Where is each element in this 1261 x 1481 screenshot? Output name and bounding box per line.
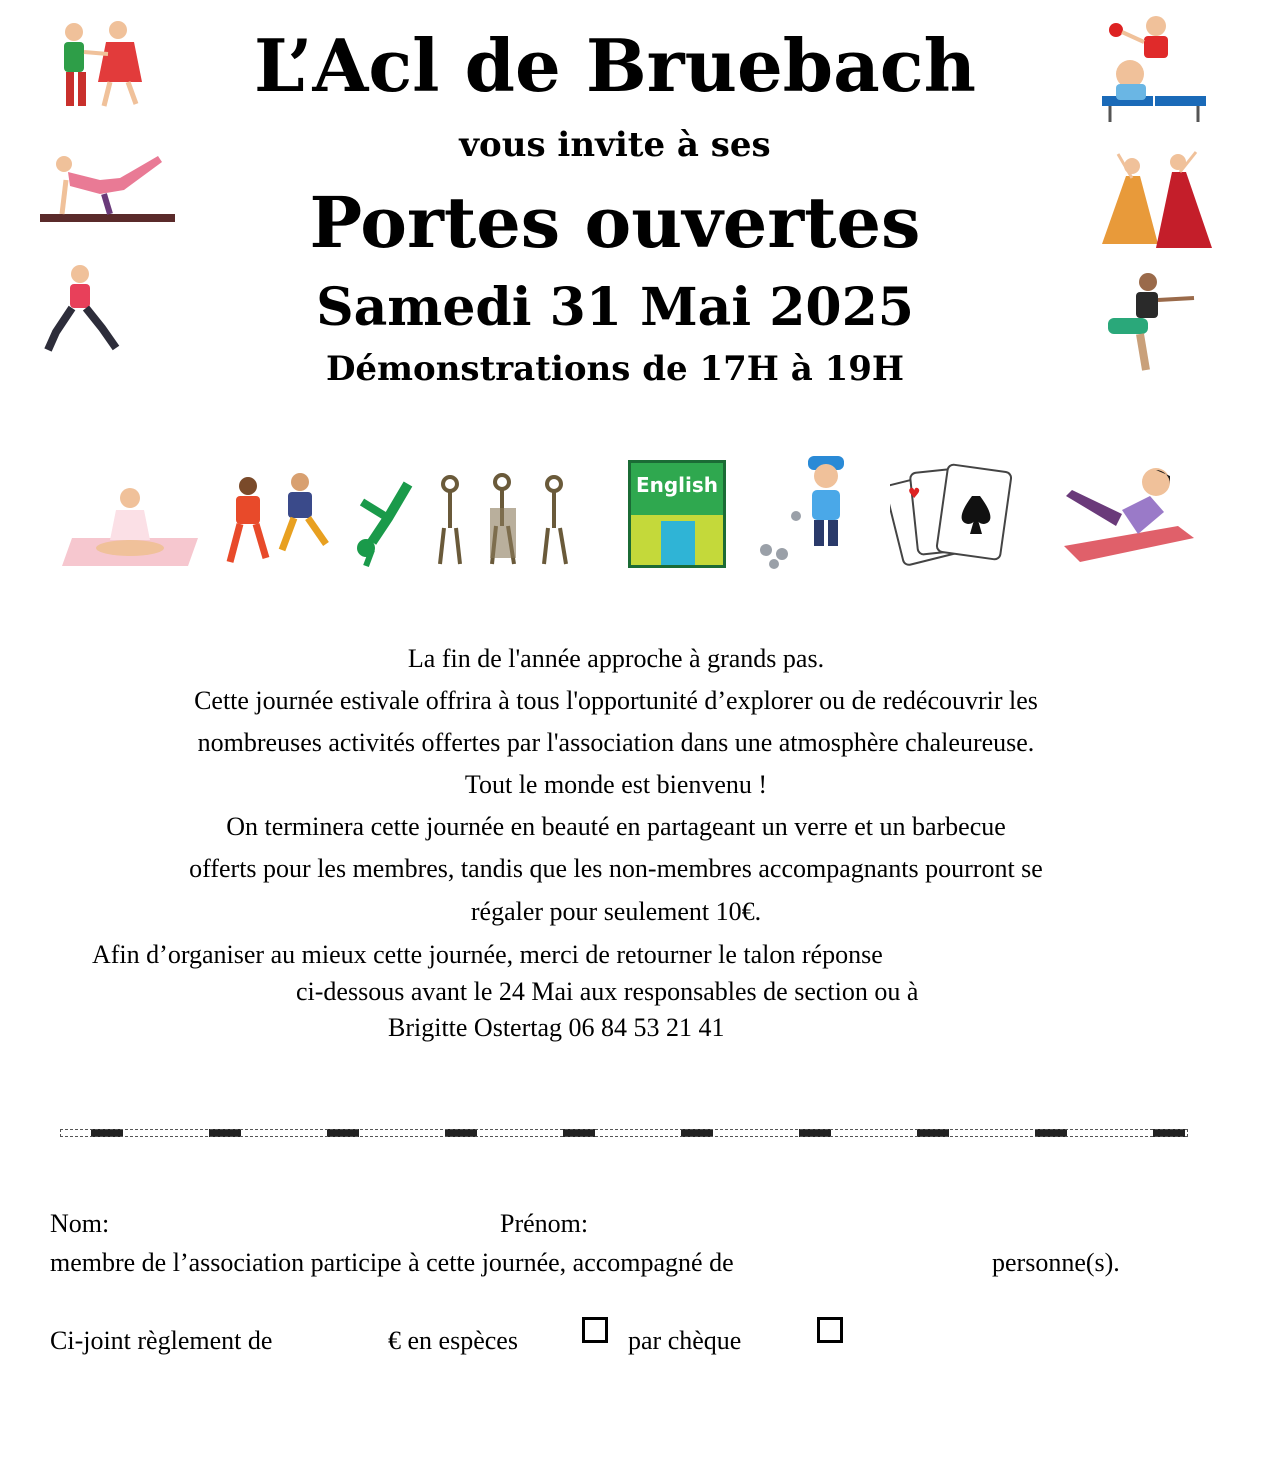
body-line-1: La fin de l'année approche à grands pas. bbox=[407, 644, 825, 673]
prenom-label: Prénom: bbox=[500, 1209, 589, 1238]
flamenco-dancers-icon bbox=[1092, 148, 1216, 256]
body-line-7: régaler pour seulement 10€. bbox=[470, 897, 762, 926]
squat-exercise-icon bbox=[1100, 270, 1198, 378]
contact-line: Brigitte Ostertag 06 84 53 21 41 bbox=[388, 1013, 725, 1042]
line-dancers-icon bbox=[430, 468, 582, 572]
breakdance-icon bbox=[348, 478, 414, 570]
nom-label: Nom: bbox=[50, 1209, 110, 1238]
cheque-label: par chèque bbox=[628, 1326, 742, 1355]
event-name: Portes ouvertes bbox=[309, 181, 921, 264]
cheque-checkbox[interactable] bbox=[817, 1317, 843, 1343]
body-line-6: offerts pour les membres, tandis que les non-membres accompagnants pourront se bbox=[189, 854, 1043, 883]
english-sign-text: English bbox=[635, 473, 719, 497]
body-line-3: nombreuses activités offertes par l'association dans une atmosphère chaleureuse. bbox=[197, 728, 1035, 757]
event-date: Samedi 31 Mai 2025 bbox=[316, 277, 914, 338]
flyer-title: L’Acl de Bruebach bbox=[254, 23, 976, 108]
body-line-2: Cette journée estivale offrira à tous l'opportunité d’explorer ou de redécouvrir les bbox=[194, 686, 1038, 715]
english-school-icon bbox=[628, 460, 726, 568]
body-line-8: Afin d’organiser au mieux cette journée, merci de retourner le talon réponse bbox=[92, 940, 883, 969]
yoga-stretch-icon bbox=[40, 150, 175, 225]
playing-cards-icon bbox=[890, 460, 1012, 566]
invite-subtitle: vous invite à ses bbox=[459, 125, 771, 165]
membre-text: membre de l’association participe à cette journée, accompagné de bbox=[50, 1248, 734, 1277]
table-tennis-icon bbox=[1098, 12, 1210, 124]
especes-label: € en espèces bbox=[388, 1326, 518, 1355]
body-line-4: Tout le monde est bienvenu ! bbox=[464, 770, 768, 799]
swing-dance-couple-icon bbox=[38, 12, 150, 112]
cut-here-divider bbox=[60, 1129, 1188, 1137]
lunge-exercise-icon bbox=[38, 262, 126, 357]
body-line-9: ci-dessous avant le 24 Mai aux responsables de section ou à bbox=[296, 977, 919, 1006]
body-line-5: On terminera cette journée en beauté en partageant un verre et un barbecue bbox=[226, 812, 1006, 841]
demonstrations-time: Démonstrations de 17H à 19H bbox=[325, 349, 905, 389]
personnes-text: personne(s). bbox=[992, 1248, 1120, 1277]
pilates-boat-pose-icon bbox=[1060, 462, 1196, 564]
svg-text:♥: ♥ bbox=[908, 486, 921, 502]
especes-checkbox[interactable] bbox=[582, 1317, 608, 1343]
street-dance-icon bbox=[222, 470, 334, 570]
petanque-player-icon bbox=[752, 450, 858, 570]
meditation-yoga-icon bbox=[58, 478, 202, 570]
reglement-label: Ci-joint règlement de bbox=[50, 1326, 273, 1355]
